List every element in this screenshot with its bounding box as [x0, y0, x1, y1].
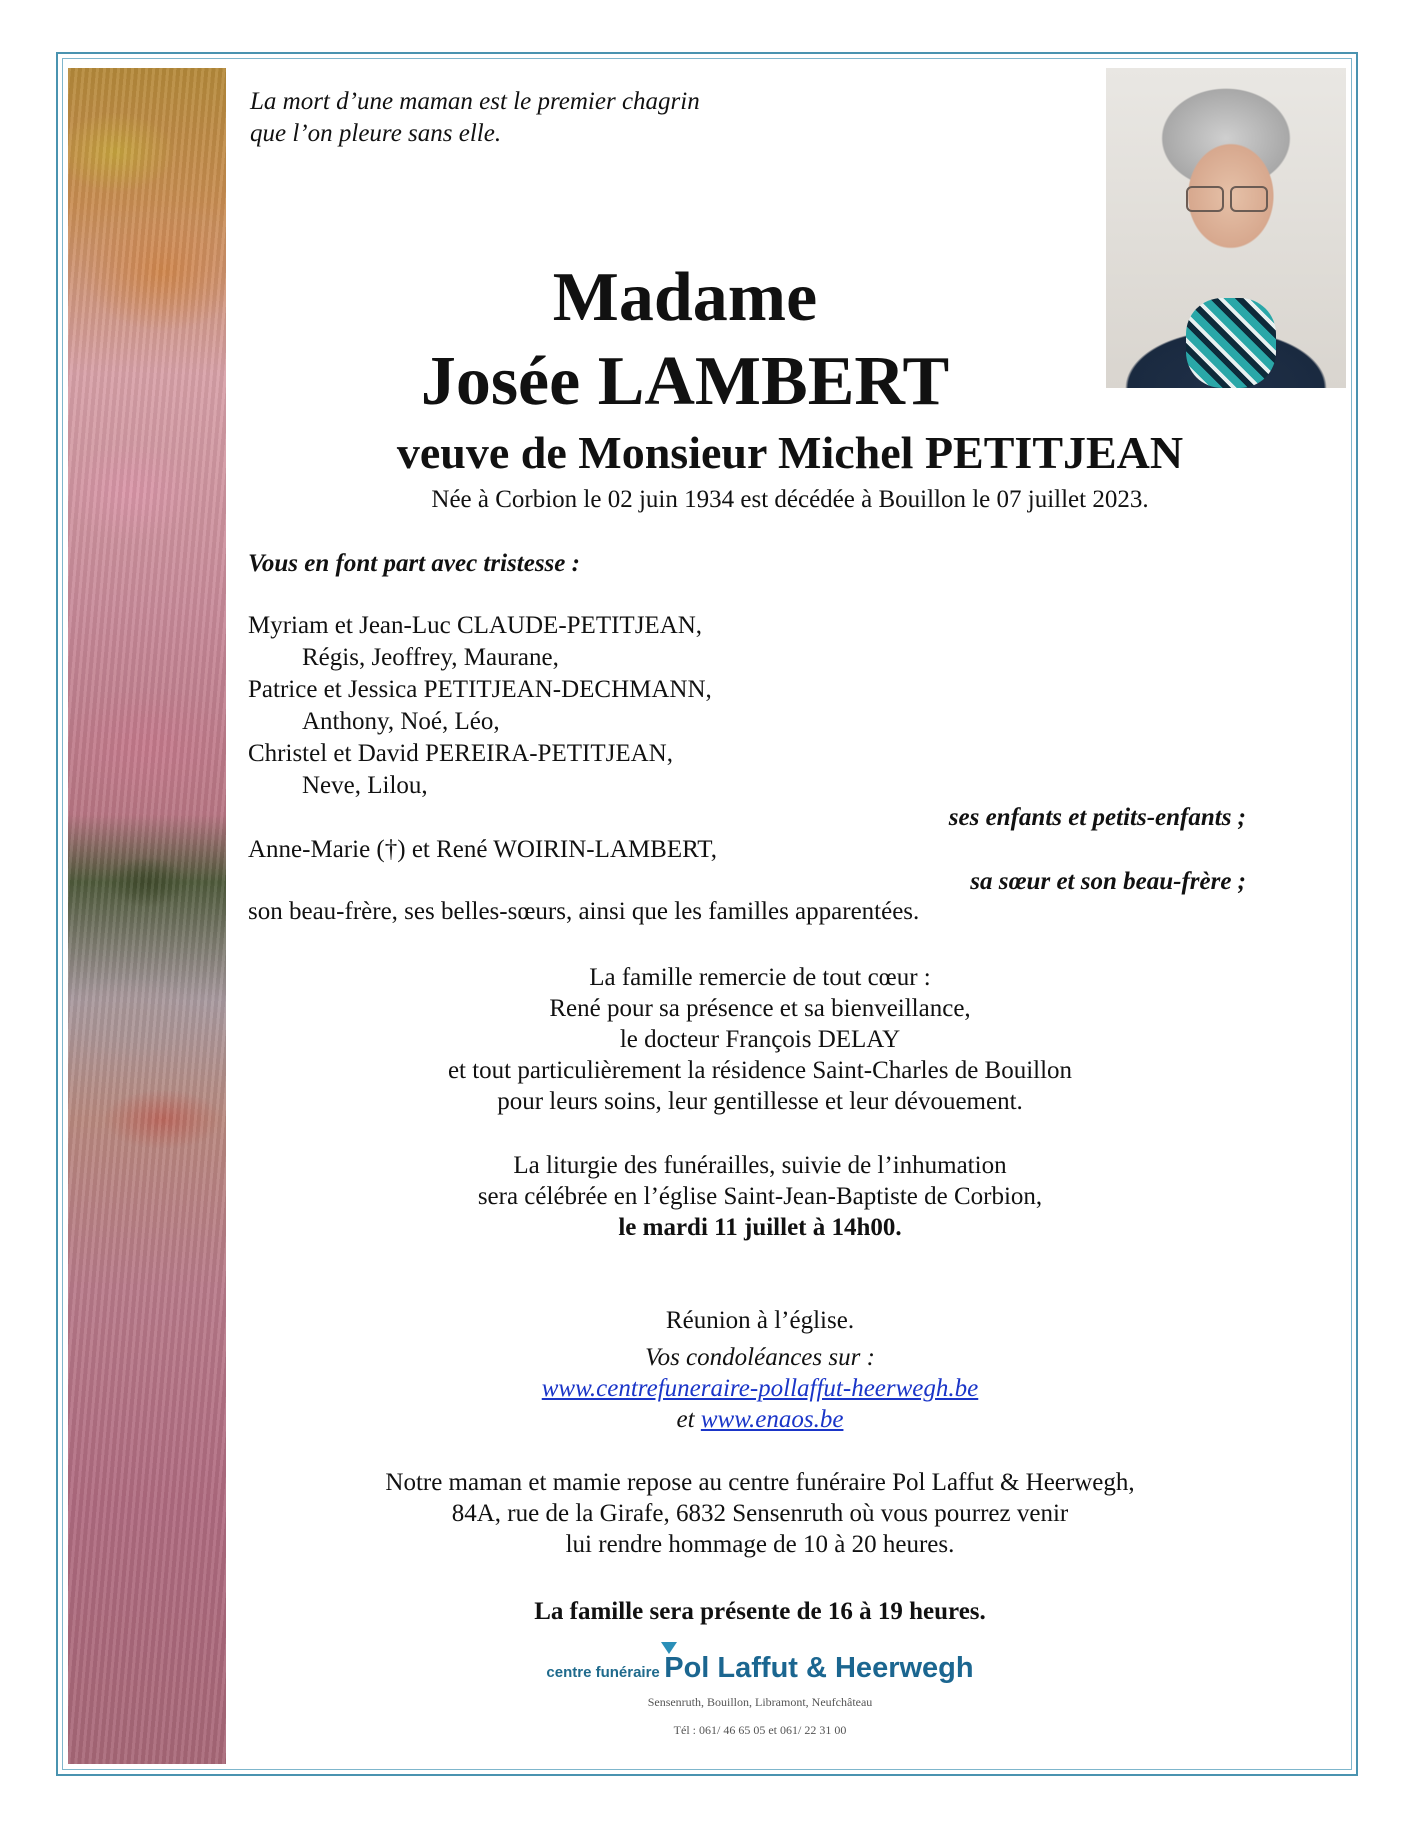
- logo-phone: Tél : 061/ 46 65 05 et 061/ 22 31 00: [673, 1723, 847, 1737]
- rest-line: 84A, rue de la Girafe, 6832 Sensenruth où vous pourrez venir: [451, 1500, 1069, 1527]
- logo-places: Sensenruth, Bouillon, Libramont, Neufchâteau: [647, 1695, 873, 1709]
- glasses-shape: [1186, 186, 1268, 210]
- thanks-line: pour leurs soins, leur gentillesse et leur dévouement.: [497, 1088, 1023, 1115]
- family-line: Anthony, Noé, Léo,: [302, 708, 500, 735]
- widow-line: veuve de Monsieur Michel PETITJEAN: [396, 427, 1184, 478]
- deceased-name: Josée LAMBERT: [420, 343, 950, 420]
- liturgy-line: La liturgie des funérailles, suivie de l’inhumation: [513, 1152, 1007, 1179]
- funeral-home-logo: [540, 1652, 980, 1739]
- other-family-line: son beau-frère, ses belles-sœurs, ainsi que les familles apparentées.: [248, 898, 920, 925]
- thanks-line: et tout particulièrement la résidence Saint-Charles de Bouillon: [447, 1057, 1073, 1084]
- thanks-line: le docteur François DELAY: [619, 1026, 901, 1053]
- family-line: Patrice et Jessica PETITJEAN-DECHMANN,: [248, 676, 712, 703]
- condolences-label: Vos condoléances sur :: [645, 1344, 875, 1371]
- family-line: Neve, Lilou,: [302, 772, 428, 799]
- logo-big-text: Pol Laffut & Heerwegh: [664, 1652, 974, 1684]
- rest-line: Notre maman et mamie repose au centre funéraire Pol Laffut & Heerwegh,: [385, 1469, 1135, 1496]
- liturgy-line: sera célébrée en l’église Saint-Jean-Baptiste de Corbion,: [477, 1183, 1043, 1210]
- relation-children: ses enfants et petits-enfants ;: [948, 804, 1246, 831]
- logo-small-text: centre funéraire: [546, 1664, 660, 1681]
- thanks-line: René pour sa présence et sa bienveillance,: [549, 995, 971, 1022]
- liturgy-block: [240, 1150, 1280, 1243]
- family-list: [248, 610, 712, 802]
- logo-triangle-icon: [661, 1642, 677, 1654]
- thanks-block: [240, 962, 1280, 1117]
- condolences-link-primary[interactable]: www.centrefuneraire-pollaffut-heerwegh.be: [541, 1375, 979, 1402]
- family-presence: La famille sera présente de 16 à 19 heures.: [534, 1598, 986, 1625]
- birth-death-line: Née à Corbion le 02 juin 1934 est décédée à Bouillon le 07 juillet 2023.: [431, 486, 1149, 513]
- rest-line: lui rendre hommage de 10 à 20 heures.: [565, 1531, 955, 1558]
- sister-line: Anne-Marie (†) et René WOIRIN-LAMBERT,: [248, 836, 717, 863]
- portrait-photo: [1106, 68, 1346, 388]
- announcement-intro: Vous en font part avec tristesse :: [248, 550, 580, 577]
- meeting-line: Réunion à l’église.: [665, 1307, 855, 1334]
- condolences-and: et: [676, 1406, 695, 1433]
- family-line: Christel et David PEREIRA-PETITJEAN,: [248, 740, 673, 767]
- funeral-date: le mardi 11 juillet à 14h00.: [618, 1214, 902, 1241]
- thanks-line: La famille remercie de tout cœur :: [589, 964, 931, 991]
- rest-block: [240, 1467, 1280, 1560]
- relation-sister: sa sœur et son beau-frère ;: [970, 868, 1246, 895]
- quote-line: que l’on pleure sans elle.: [250, 120, 502, 147]
- quote-line: La mort d’une maman est le premier chagrin: [250, 88, 700, 115]
- family-line: Régis, Jeoffrey, Maurane,: [302, 644, 559, 671]
- condolences-block: [240, 1342, 1280, 1435]
- title-madame: Madame: [552, 259, 818, 336]
- condolences-link-enaos[interactable]: www.enaos.be: [700, 1406, 844, 1433]
- epigraph-quote: [250, 86, 700, 150]
- family-line: Myriam et Jean-Luc CLAUDE-PETITJEAN,: [248, 612, 703, 639]
